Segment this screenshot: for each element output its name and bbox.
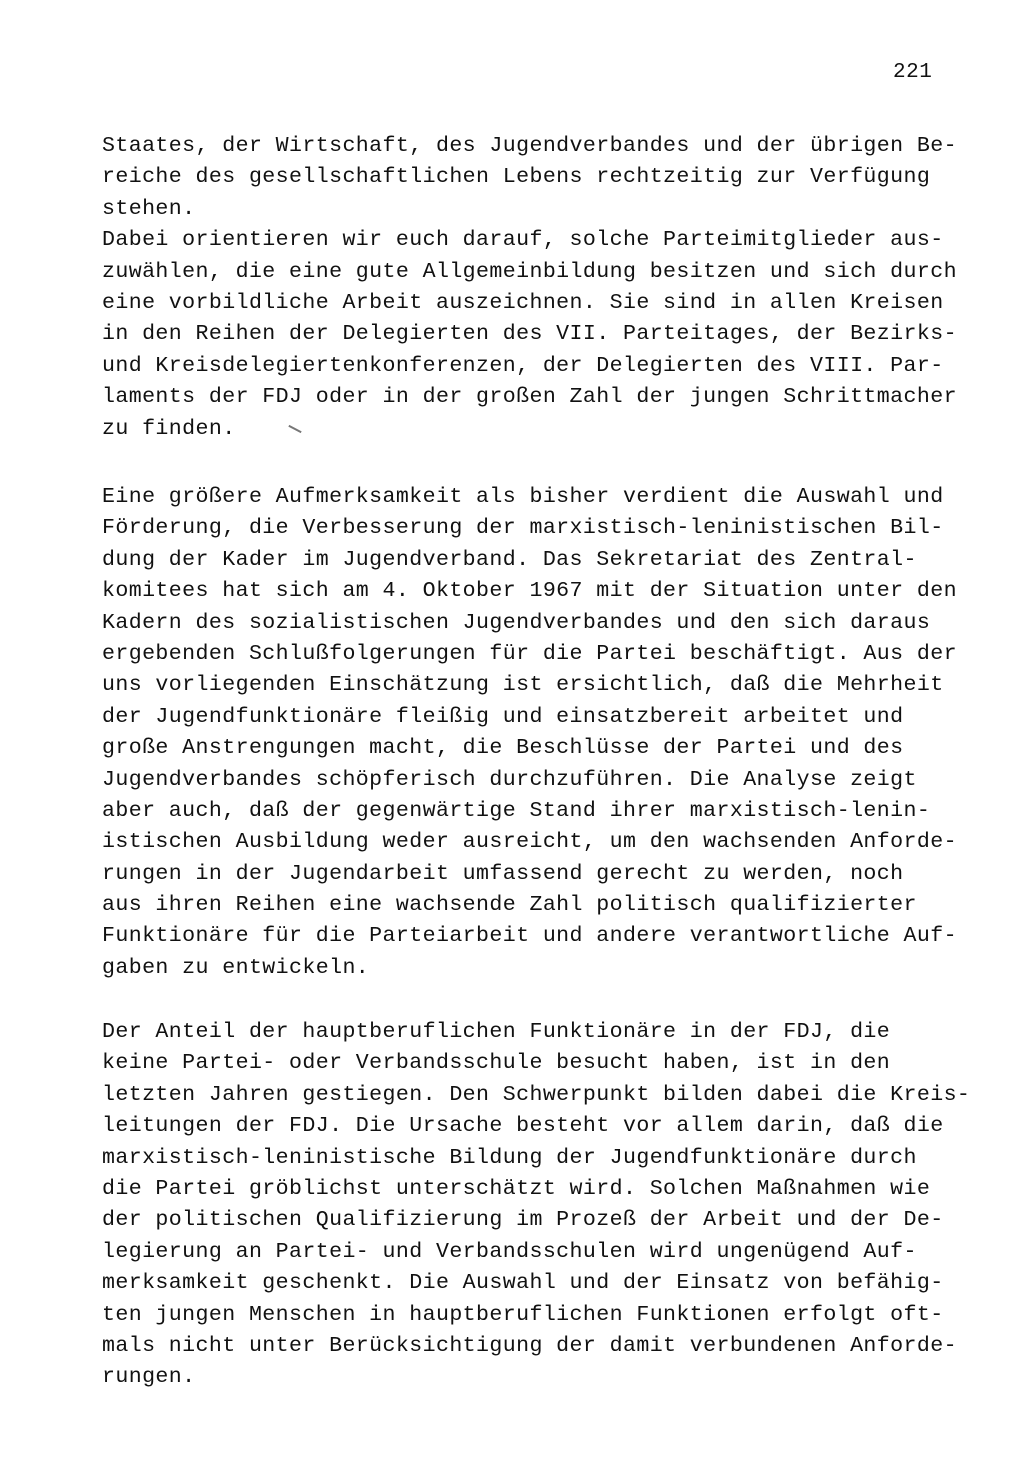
text-line: Der Anteil der hauptberuflichen Funktionäre in der FDJ, die <box>102 1020 891 1044</box>
text-line: große Anstrengungen macht, die Beschlüsse der Partei und des <box>102 736 904 761</box>
text-line: keine Partei- oder Verbandsschule besucht haben, ist in den <box>102 1051 891 1076</box>
text-line: und Kreisdelegiertenkonferenzen, der Delegierten des VIII. Par- <box>102 353 944 378</box>
text-line: Eine größere Aufmerksamkeit als bisher verdient die Auswahl und <box>102 485 944 509</box>
text-line: der politischen Qualifizierung im Prozeß der Arbeit und der De- <box>102 1208 944 1233</box>
text-line: Kadern des sozialistischen Jugendverbandes und den sich daraus <box>102 610 931 635</box>
text-line: Jugendverbandes schöpferisch durchzuführen. Die Analyse zeigt <box>102 767 917 792</box>
text-line: ten jungen Menschen in hauptberuflichen Funktionen erfolgt oft- <box>102 1302 944 1327</box>
text-line: dung der Kader im Jugendverband. Das Sekretariat des Zentral- <box>102 547 917 572</box>
text-line: rungen in der Jugendarbeit umfassend gerecht zu werden, noch <box>102 861 904 886</box>
text-line: Dabei orientieren wir euch darauf, solche Parteimitglieder aus- <box>102 228 944 253</box>
text-line: leitungen der FDJ. Die Ursache besteht vor allem darin, daß die <box>102 1114 944 1139</box>
text-line: zuwählen, die eine gute Allgemeinbildung besitzen und sich durch <box>102 259 957 284</box>
text-line: mals nicht unter Berücksichtigung der damit verbundenen Anforde- <box>102 1333 957 1358</box>
text-line: komitees hat sich am 4. Oktober 1967 mit der Situation unter den <box>102 579 957 604</box>
paragraph-1 <box>102 131 957 445</box>
text-line: Funktionäre für die Parteiarbeit und andere verantwortliche Auf- <box>102 924 957 949</box>
text-line: marxistisch-leninistische Bildung der Jugendfunktionäre durch <box>102 1145 917 1170</box>
text-line: der Jugendfunktionäre fleißig und einsatzbereit arbeitet und <box>102 704 904 729</box>
text-line: in den Reihen der Delegierten des VII. Parteitages, der Bezirks- <box>102 322 957 347</box>
text-line: reiche des gesellschaftlichen Lebens rechtzeitig zur Verfügung <box>102 165 931 190</box>
text-line: ergebenden Schlußfolgerungen für die Partei beschäftigt. Aus der <box>102 641 957 666</box>
text-line: Staates, der Wirtschaft, des Jugendverbandes und der übrigen Be- <box>102 134 957 158</box>
text-line: Förderung, die Verbesserung der marxistisch-leninistischen Bil- <box>102 516 944 541</box>
text-line: zu finden. <box>102 416 236 441</box>
text-line: stehen. <box>102 196 196 221</box>
text-line: istischen Ausbildung weder ausreicht, um den wachsenden Anforde- <box>102 830 957 855</box>
text-line: aber auch, daß der gegenwärtige Stand ihrer marxistisch-lenin- <box>102 798 931 823</box>
text-line: rungen. <box>102 1365 196 1390</box>
paragraph-3 <box>102 1017 971 1394</box>
text-line: eine vorbildliche Arbeit auszeichnen. Sie sind in allen Kreisen <box>102 290 944 315</box>
text-line: uns vorliegenden Einschätzung ist ersichtlich, daß die Mehrheit <box>102 673 944 698</box>
text-line: merksamkeit geschenkt. Die Auswahl und der Einsatz von befähig- <box>102 1271 944 1296</box>
text-line: letzten Jahren gestiegen. Den Schwerpunkt bilden dabei die Kreis- <box>102 1082 971 1107</box>
text-line: laments der FDJ oder in der großen Zahl der jungen Schrittmacher <box>102 385 957 410</box>
paragraph-2 <box>102 482 957 984</box>
text-line: gaben zu entwickeln. <box>102 955 370 980</box>
text-line: die Partei gröblichst unterschätzt wird. Solchen Maßnahmen wie <box>102 1176 931 1201</box>
text-line: aus ihren Reihen eine wachsende Zahl politisch qualifizierter <box>102 893 917 918</box>
text-line: legierung an Partei- und Verbandsschulen wird ungenügend Auf- <box>102 1239 917 1264</box>
page-number: 221 <box>893 61 933 84</box>
